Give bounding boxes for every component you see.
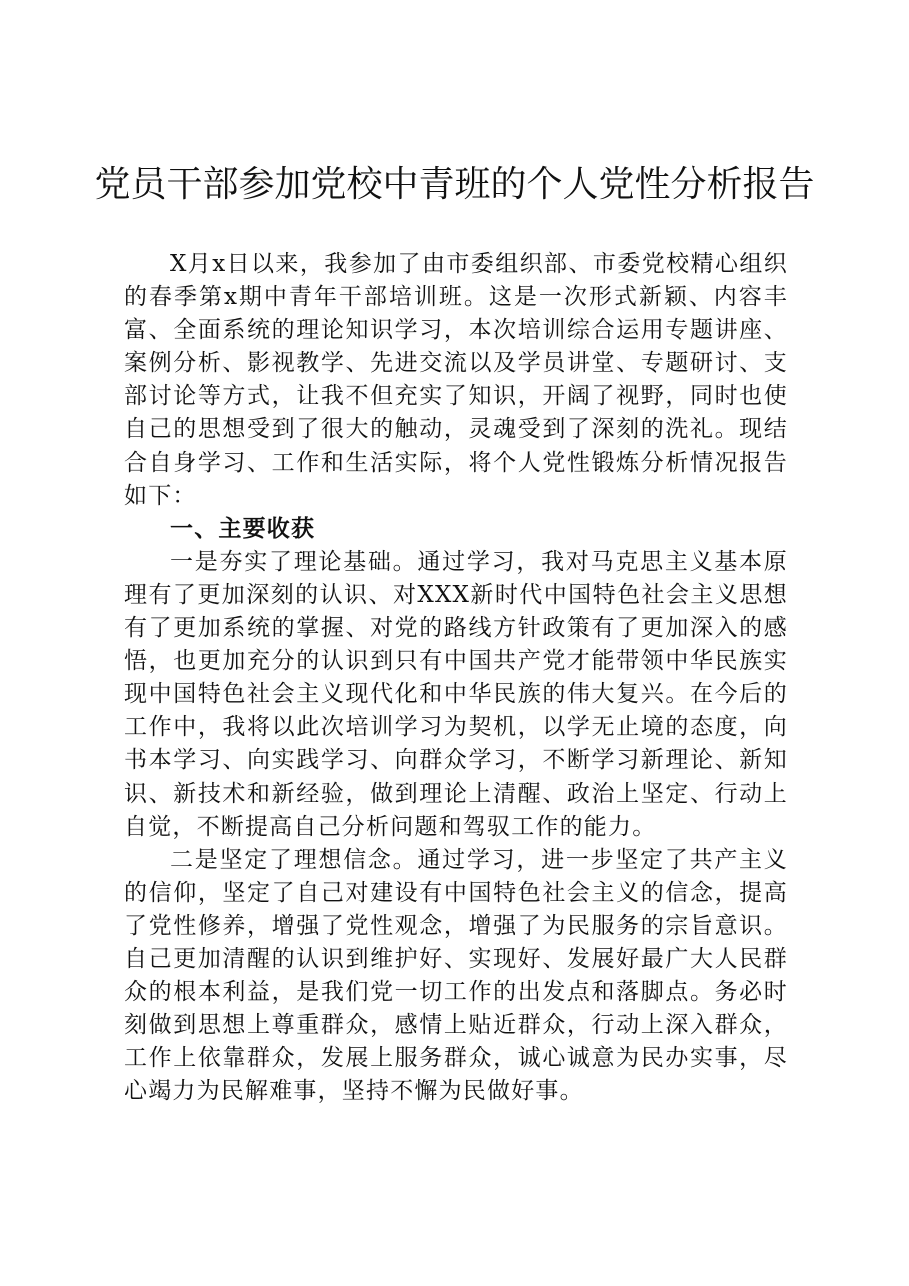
- intro-paragraph: X月x日以来，我参加了由市委组织部、市委党校精心组织的春季第x期中青年干部培训班。这是一次形式新颖、内容丰富、全面系统的理论知识学习，本次培训综合运用专题讲座、案例分析、影视教学、先进交流以及学员讲堂、专题研讨、支部讨论等方式，让我不但充实了知识，开阔了视野，同时也使自己的思想受到了很大的触动，灵魂受到了深刻的洗礼。现结合自身学习、工作和生活实际，将个人党性锻炼分析情况报告如下：: [124, 251, 788, 509]
- paragraph-theory-foundation: 一是夯实了理论基础。通过学习，我对马克思主义基本原理有了更加深刻的认识、对XXX新时代中国特色社会主义思想有了更加系统的掌握、对党的路线方针政策有了更加深入的感悟，也更加充分的认识到只有中国共产党才能带领中华民族实现中国特色社会主义现代化和中华民族的伟大复兴。在今后的工作中，我将以此次培训学习为契机，以学无止境的态度，向书本学习、向实践学习、向群众学习，不断学习新理论、新知识、新技术和新经验，做到理论上清醒、政治上坚定、行动上自觉，不断提高自己分析问题和驾驭工作的能力。: [124, 548, 788, 840]
- document-body: [124, 248, 788, 1108]
- document-title: 党员干部参加党校中青班的个人党性分析报告: [94, 164, 815, 205]
- section-heading-main-gains: 一、主要收获: [170, 515, 316, 542]
- paragraph-ideals-beliefs: 二是坚定了理想信念。通过学习，进一步坚定了共产主义的信仰，坚定了自己对建设有中国特色社会主义的信念，提高了党性修养，增强了党性观念，增强了为民服务的宗旨意识。自己更加清醒的认识到维护好、实现好、发展好最广大人民群众的根本利益，是我们党一切工作的出发点和落脚点。务必时刻做到思想上尊重群众，感情上贴近群众，行动上深入群众，工作上依靠群众，发展上服务群众，诚心诚意为民办实事，尽心竭力为民解难事，坚持不懈为民做好事。: [124, 846, 788, 1105]
